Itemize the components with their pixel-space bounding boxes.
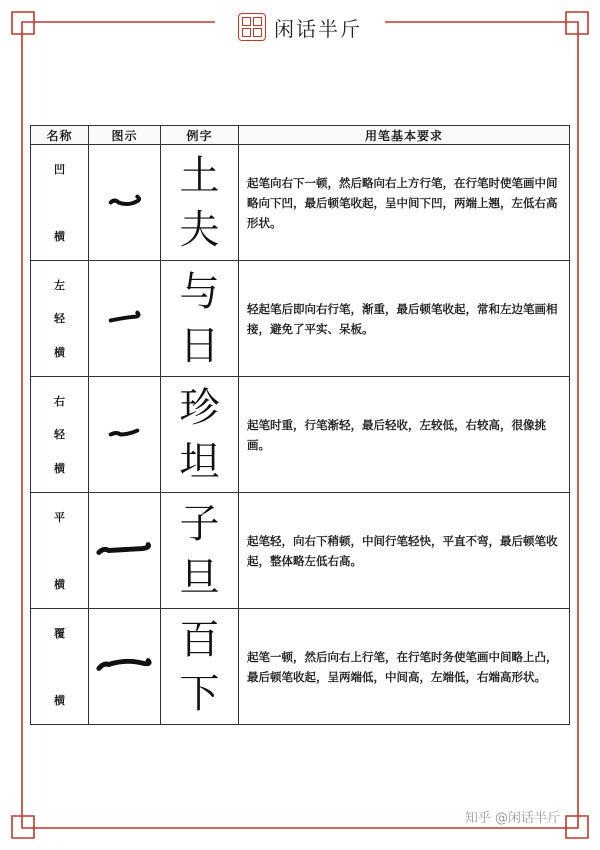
stroke-description: 起笔向右下一顿，然后略向右上方行笔，在行笔时使笔画中间略向下凹，最后顿笔收起，呈中间下凹，两端上翘，左低右高形状。 — [239, 145, 570, 261]
stroke-description: 起笔时重，行笔渐轻，最后轻收，左较低，右较高，很像挑画。 — [239, 377, 570, 493]
example-characters: 百 下 — [161, 609, 239, 725]
watermark-text: 知乎 @闲话半斤 — [464, 811, 560, 826]
page-header — [0, 12, 600, 42]
stroke-name: 覆 横 — [31, 609, 89, 725]
table-row — [31, 145, 570, 261]
example-characters: 子 旦 — [161, 493, 239, 609]
concave-stroke-icon — [89, 145, 160, 260]
table-row — [31, 493, 570, 609]
stroke-diagram — [89, 377, 161, 493]
table-header-row — [31, 126, 570, 145]
stroke-diagram — [89, 609, 161, 725]
convex-stroke-icon — [89, 609, 160, 724]
example-characters: 土 夫 — [161, 145, 239, 261]
stroke-name: 平 横 — [31, 493, 89, 609]
stroke-name: 左 轻 横 — [31, 261, 89, 377]
example-characters: 珍 坦 — [161, 377, 239, 493]
stroke-name: 凹 横 — [31, 145, 89, 261]
table-row — [31, 377, 570, 493]
column-header-example: 例字 — [161, 126, 239, 145]
left-light-stroke-icon — [89, 261, 160, 376]
stroke-diagram — [89, 261, 161, 377]
stroke-table — [30, 125, 570, 725]
seal-icon — [238, 13, 266, 41]
column-header-requirements: 用笔基本要求 — [239, 126, 570, 145]
example-characters: 与 日 — [161, 261, 239, 377]
stroke-description: 起笔轻，向右下稍顿，中间行笔轻快，平直不弯，最后顿笔收起，整体略左低右高。 — [239, 493, 570, 609]
stroke-description: 轻起笔后即向右行笔，渐重，最后顿笔收起，常和左边笔画相接，避免了平实、呆板。 — [239, 261, 570, 377]
stroke-diagram — [89, 145, 161, 261]
column-header-diagram: 图示 — [89, 126, 161, 145]
stroke-table-sheet — [30, 125, 570, 725]
column-header-name: 名称 — [31, 126, 89, 145]
page-title: 闲话半斤 — [274, 16, 362, 41]
table-row — [31, 609, 570, 725]
table-row — [31, 261, 570, 377]
stroke-diagram — [89, 493, 161, 609]
stroke-name: 右 轻 横 — [31, 377, 89, 493]
stroke-description: 起笔一顿，然后向右上行笔，在行笔时务使笔画中间略上凸，最后顿笔收起，呈两端低，中间高，左端低，右端高形状。 — [239, 609, 570, 725]
flat-stroke-icon — [89, 493, 160, 608]
right-light-stroke-icon — [89, 377, 160, 492]
